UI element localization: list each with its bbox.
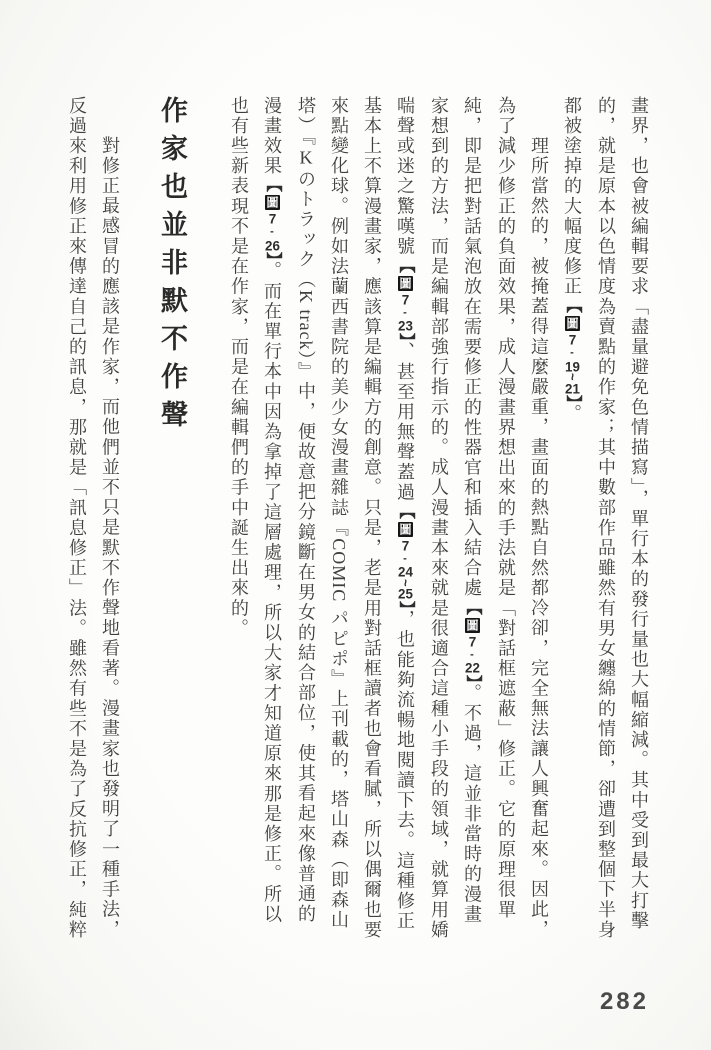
- paragraph: 畫界，也會被編輯要求「盡量避免色情描寫」，單行本的發行量也大幅縮減。其中受到最大打擊的，就是原本以色情度為賣點的作家；其中數部作品雖然有男女纏綿的情節，卻遭到整個下半身都被塗掉的大幅度修正【圖7-19~21】。: [562, 96, 649, 941]
- paragraph: 對修正最感冒的應該是作家，而他們並不只是默不作聲地看著。漫畫家也發明了一種手法，反過來利用修正來傳達自己的訊息，那就是「訊息修正」法。雖然有些不是為了反抗修正，純粹: [67, 96, 120, 941]
- figure-number: 7: [468, 634, 477, 648]
- figure-bracket-open: 【: [464, 598, 481, 616]
- figure-bracket-open: 【: [564, 297, 581, 314]
- figure-range-tilde: ~: [565, 373, 580, 382]
- figure-dash: -: [399, 306, 411, 320]
- figure-reference: [562, 297, 582, 404]
- figure-dash: -: [466, 648, 478, 661]
- latin-text: COMIC: [329, 538, 349, 603]
- figure-reference: [262, 176, 282, 261]
- figure-bracket-open: 【: [264, 176, 281, 194]
- section-heading: 作家也並非默不作聲: [157, 96, 187, 438]
- figure-number: 7: [568, 333, 577, 347]
- figure-dash: -: [566, 346, 578, 360]
- figure-bracket-close: 】: [397, 600, 414, 610]
- figure-dash: -: [399, 552, 411, 566]
- figure-number: 19: [565, 359, 580, 373]
- figure-number: 7: [268, 212, 277, 226]
- page-number: 282: [599, 988, 649, 1015]
- paragraph-group-after-heading: [60, 96, 126, 944]
- figure-label-box: 圖: [565, 317, 579, 330]
- latin-text: K track: [296, 290, 316, 351]
- figure-label-box: 圖: [465, 618, 479, 632]
- figure-bracket-close: 】: [264, 252, 281, 262]
- figure-bracket-open: 【: [397, 256, 414, 274]
- figure-dash: -: [266, 225, 278, 239]
- figure-label-box: 圖: [398, 276, 412, 290]
- upright-latin-text: K: [296, 147, 316, 170]
- figure-bracket-close: 】: [564, 395, 581, 405]
- figure-bracket-close: 】: [397, 332, 414, 342]
- paragraph-group-before-heading: [222, 96, 655, 944]
- figure-number: 21: [565, 381, 580, 396]
- figure-number: 25: [398, 587, 413, 601]
- figure-number: 22: [465, 661, 480, 675]
- figure-reference: [395, 503, 415, 610]
- figure-reference: [462, 599, 482, 684]
- figure-number: 23: [398, 319, 413, 333]
- figure-label-box: 圖: [398, 522, 412, 536]
- figure-range-tilde: ~: [398, 578, 413, 588]
- figure-bracket-open: 【: [397, 502, 414, 520]
- figure-bracket-close: 】: [464, 674, 481, 684]
- figure-number: 7: [401, 292, 410, 307]
- figure-number: 24: [398, 565, 413, 579]
- figure-label-box: 圖: [265, 196, 279, 210]
- paragraph: 理所當然的，被掩蓋得這麼嚴重，畫面的熱點自然都冷卻，完全無法讓人興奮起來。因此，為了減少修正的負面效果，成人漫畫界想出來的手法就是「對話框遮蔽」修正。它的原理很單純，即是把對話氣泡放在需要修正的性器官和插入結合處【圖7-22】。不過，這並非當時的漫畫家想到的方法，而是編輯部強行指示的。成人漫畫本來就是很適合這種小手段的領域，就算用嬌喘聲或迷之驚嘆號【圖7-23】、甚至用無聲蓋過【圖7-24~25】，也能夠流暢地閱讀下去。這種修正基本上不算漫畫家，應該算是編輯方的創意。只是，老是用對話框讀者也會看膩，所以偶爾也要來點變化球。例如法蘭西書院的美少女漫畫雜誌『COMIC パピポ』上刊載的，塔山森（即森山塔）『Kのトラック（K track）』中，便故意把分鏡斷在男女的結合部位，使其看起來像普通的漫畫效果【圖7-26】。而在單行本中因為拿掉了這層處理，所以大家才知道原來那是修正。所以也有些新表現不是在作家，而是在編輯們的手中誕生出來的。: [229, 96, 549, 941]
- figure-number: 26: [265, 238, 280, 253]
- figure-reference: [395, 257, 415, 342]
- body-text: [60, 96, 655, 944]
- figure-number: 7: [401, 538, 410, 553]
